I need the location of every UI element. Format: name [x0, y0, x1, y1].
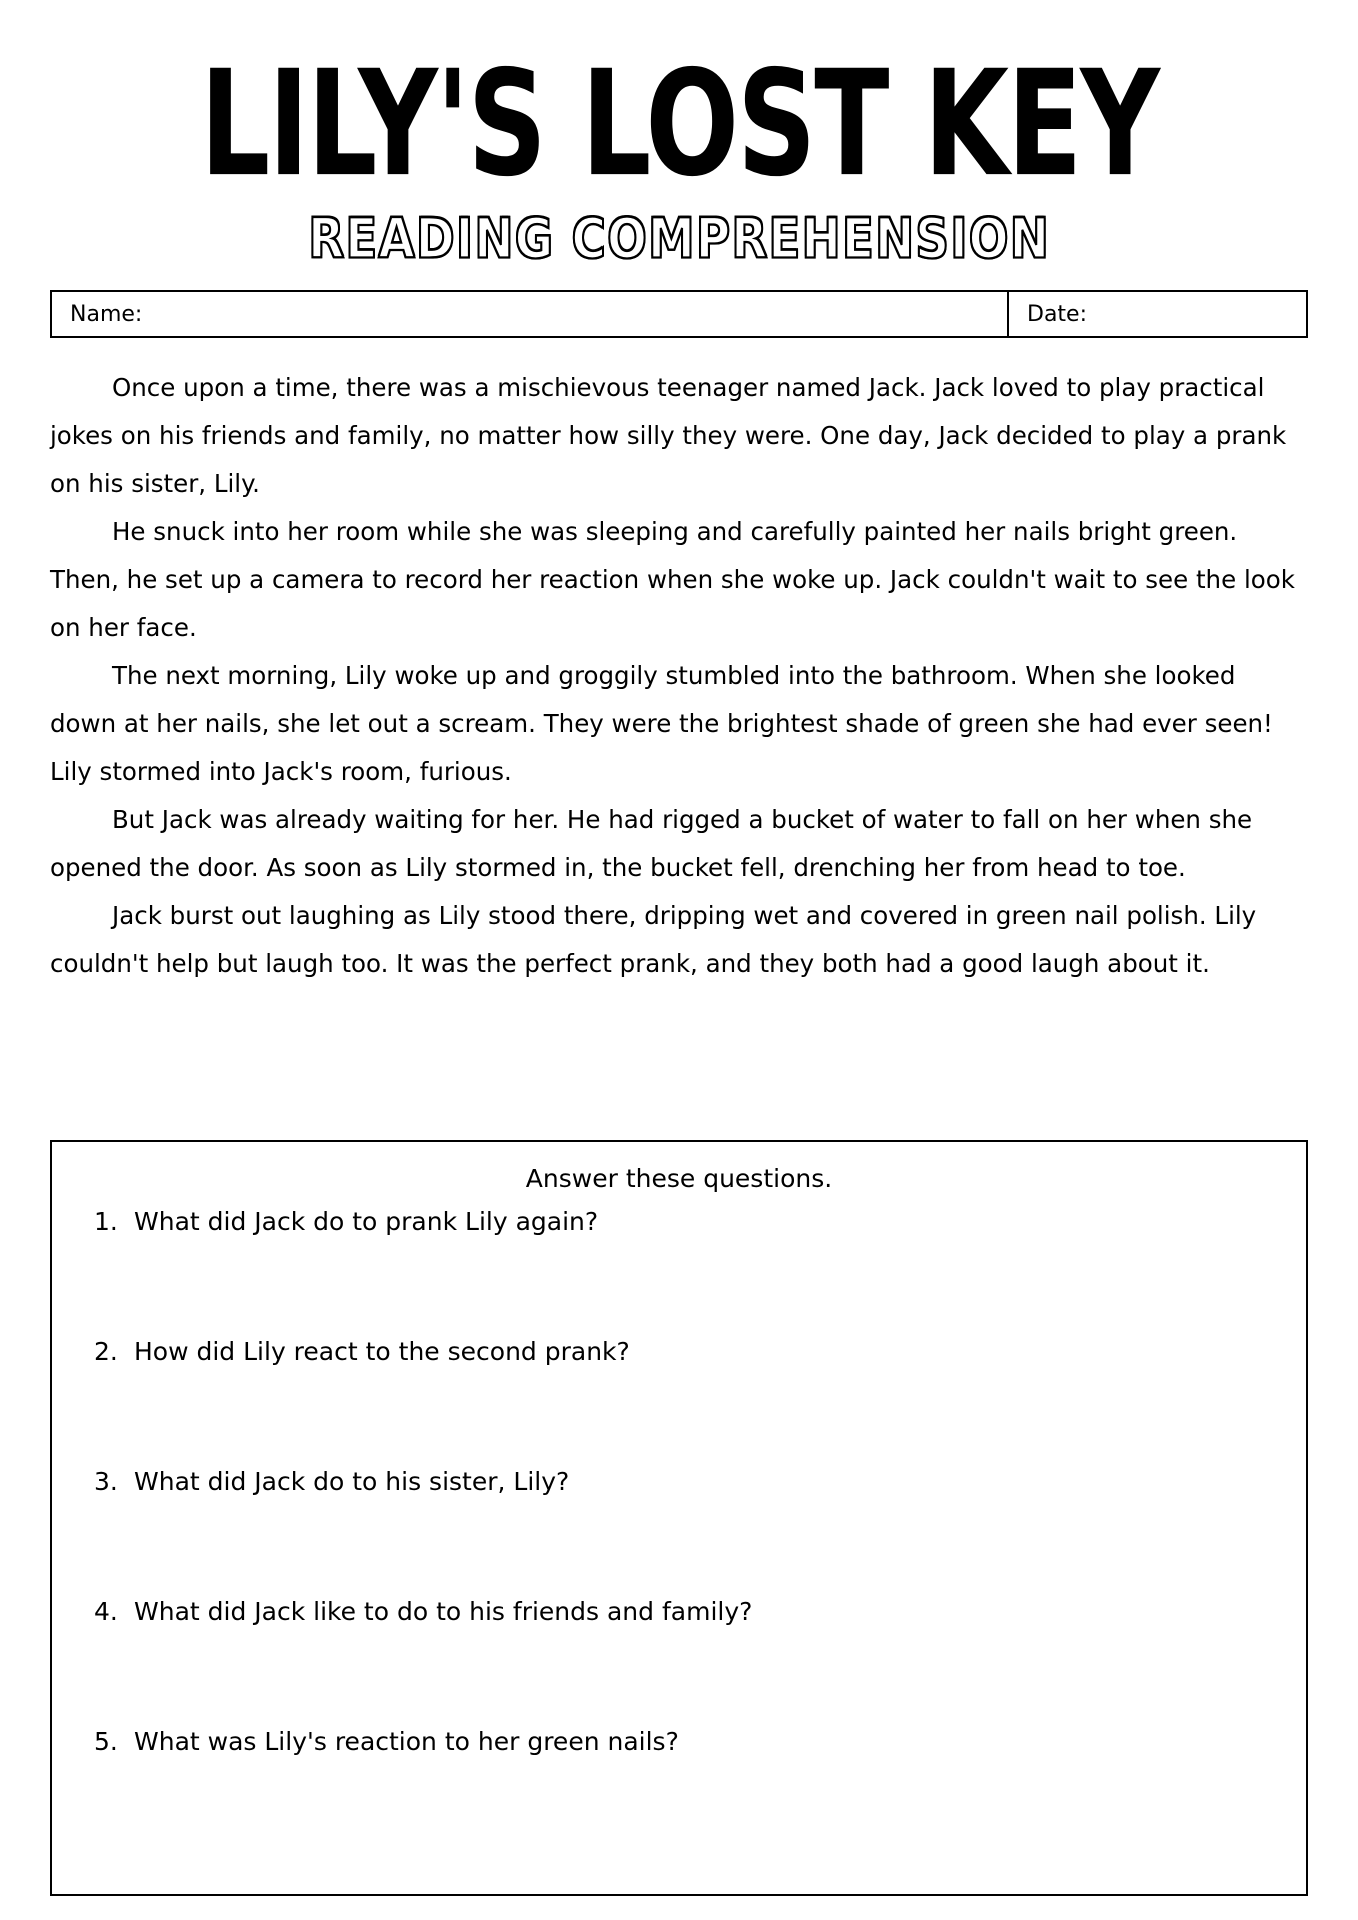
date-label: Date:: [1027, 301, 1087, 327]
question-number: 5.: [94, 1727, 118, 1756]
story-paragraph: Jack burst out laughing as Lily stood there, dripping wet and covered in green nail polish. Lily couldn't help but laugh too. It was the perfect prank, and they both had a good laugh about it.: [50, 901, 1257, 979]
list-item[interactable]: [82, 1597, 1276, 1727]
story-passage: [50, 364, 1308, 988]
question-text: What did Jack like to do to his friends and family?: [134, 1597, 753, 1626]
questions-list: [82, 1207, 1276, 1857]
questions-box: [50, 1140, 1308, 1896]
page-title: LILY'S LOST KEY: [200, 40, 1158, 210]
question-number: 4.: [94, 1597, 118, 1626]
page-subtitle: READING COMPREHENSION: [308, 206, 1050, 272]
story-paragraph: He snuck into her room while she was sleeping and carefully painted her nails bright green. Then, he set up a camera to record her reaction when she woke up. Jack couldn't wait to see the look on her face.: [50, 517, 1295, 643]
question-number: 2.: [94, 1337, 118, 1366]
question-text: What did Jack do to prank Lily again?: [134, 1207, 599, 1236]
list-item[interactable]: [82, 1727, 1276, 1857]
name-label: Name:: [70, 301, 143, 327]
name-date-bar: [50, 290, 1308, 338]
question-number: 1.: [94, 1207, 118, 1236]
question-text: What was Lily's reaction to her green nails?: [134, 1727, 679, 1756]
story-paragraph: The next morning, Lily woke up and groggily stumbled into the bathroom. When she looked down at her nails, she let out a scream. They were the brightest shade of green she had ever seen! Lily stormed into Jack's room, furious.: [50, 661, 1273, 787]
question-text: What did Jack do to his sister, Lily?: [134, 1467, 570, 1496]
date-field[interactable]: [1009, 292, 1306, 336]
question-text: How did Lily react to the second prank?: [134, 1337, 630, 1366]
story-paragraph: Once upon a time, there was a mischievous teenager named Jack. Jack loved to play practical jokes on his friends and family, no matter how silly they were. One day, Jack decided to play a prank on his sister, Lily.: [50, 373, 1287, 499]
story-paragraph: But Jack was already waiting for her. He had rigged a bucket of water to fall on her when she opened the door. As soon as Lily stormed in, the bucket fell, drenching her from head to toe.: [50, 805, 1253, 883]
list-item[interactable]: [82, 1337, 1276, 1467]
title-block: [50, 0, 1308, 272]
questions-heading: Answer these questions.: [525, 1164, 833, 1193]
list-item[interactable]: [82, 1467, 1276, 1597]
list-item[interactable]: [82, 1207, 1276, 1337]
name-field[interactable]: [52, 292, 1007, 336]
question-number: 3.: [94, 1467, 118, 1496]
